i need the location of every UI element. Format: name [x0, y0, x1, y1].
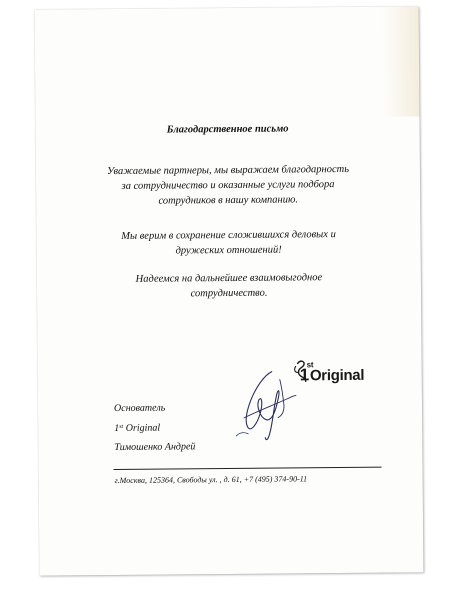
paragraph-3-line-2: сотрудничество.: [190, 287, 268, 300]
paragraph-1-line-1: Уважаемые партнеры, мы выражаем благодарность: [106, 163, 350, 178]
paragraph-1-line-2: за сотрудничество и оказанные услуги подбора: [121, 179, 335, 192]
paragraph-2-line-2: дружеских отношений!: [175, 244, 282, 257]
paragraph-3-line-1: Надеемся на дальнейшее взаимовыгодное: [135, 272, 323, 285]
letter-paragraph-2: [36, 226, 420, 259]
handwritten-signature: [226, 365, 307, 446]
paragraph-2-line-1: Мы верим в сохранение сложившихся деловых и: [121, 229, 336, 242]
letter-sheet: [35, 6, 424, 575]
signer-role: Основатель: [113, 402, 166, 415]
paragraph-1-line-3: сотрудников в нашу компанию.: [158, 194, 299, 207]
logo-number: 1: [299, 365, 309, 385]
letter-paragraph-3: [37, 269, 421, 302]
letter-paragraph-1: [36, 161, 420, 209]
logo-superscript: st: [306, 360, 314, 370]
footer-divider: [114, 467, 382, 470]
footer-address: г.Москва, 125364, Свободы ул. , д. 61, +7 (495) 374-90-11: [114, 474, 308, 486]
signer-company-number: 1: [114, 422, 120, 435]
paper-shadow: [383, 6, 420, 116]
signature-block: [114, 398, 196, 457]
letter-title: Благодарственное письмо: [166, 123, 289, 136]
signer-company-name: Original: [125, 422, 161, 434]
signer-company: [114, 417, 195, 438]
logo-wordmark: [299, 360, 365, 386]
signer-name: Тимошенко Андрей: [114, 441, 196, 454]
signer-company-superscript: st: [119, 423, 124, 430]
logo-name: Original: [309, 366, 365, 385]
